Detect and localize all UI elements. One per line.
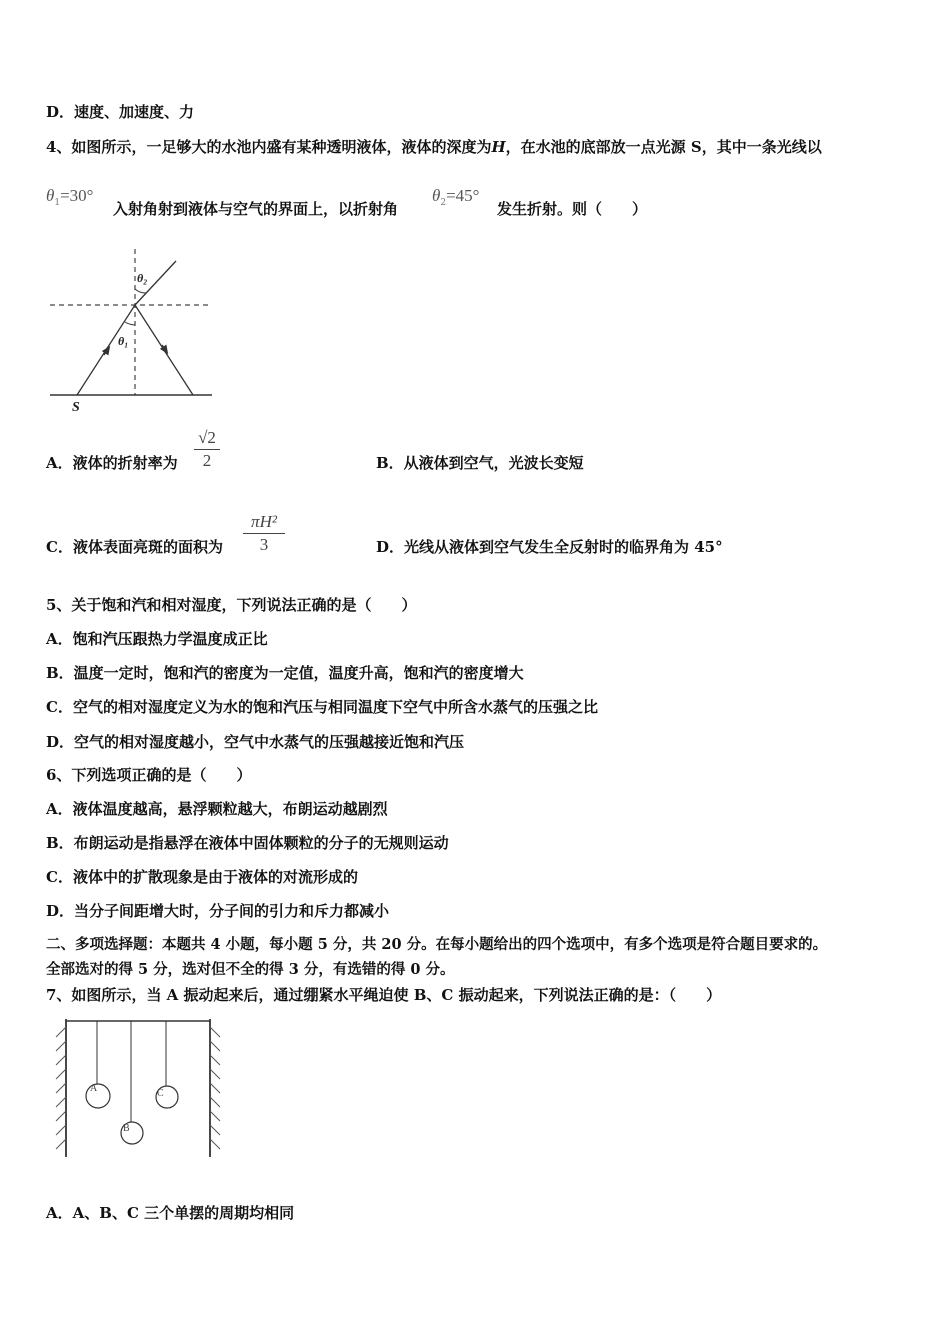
q4-stem-line2: 入射角射到液体与空气的界面上，以折射角 bbox=[113, 200, 399, 218]
q4-theta1-formula bbox=[46, 186, 93, 213]
theta2-label: θ₂ bbox=[137, 271, 148, 285]
q4-stem-line3: 发生折射。则（ ） bbox=[497, 200, 648, 218]
q4-theta2-subscript: 2 bbox=[440, 198, 447, 208]
q4-theta1-symbol: θ bbox=[46, 186, 55, 205]
theta1-arc bbox=[125, 322, 135, 325]
label-a: A bbox=[90, 1083, 98, 1094]
q6-option-b: B．布朗运动是指悬浮在液体中固体颗粒的分子的无规则运动 bbox=[46, 834, 449, 852]
incident-ray bbox=[77, 305, 135, 395]
q4-depth-symbol: H bbox=[491, 138, 506, 156]
theta1-label: θ₁ bbox=[118, 334, 129, 348]
theta2-arc bbox=[135, 289, 146, 293]
q5-option-d: D．空气的相对湿度越小，空气中水蒸气的压强越接近饱和汽压 bbox=[46, 733, 465, 751]
q4-option-c-fraction bbox=[243, 512, 285, 555]
label-b: B bbox=[123, 1123, 130, 1134]
source-label: S bbox=[72, 400, 80, 415]
q4-option-a-fraction bbox=[194, 428, 220, 471]
q4-stem-line1 bbox=[46, 137, 822, 157]
q4-stem-text-b: ，在水池的底部放一点光源 S，其中一条光线以 bbox=[505, 138, 822, 156]
q4-option-b: B．从液体到空气，光波长变短 bbox=[376, 454, 584, 472]
q4-option-d: D．光线从液体到空气发生全反射时的临界角为 45° bbox=[376, 538, 723, 556]
fraction-numerator: √2 bbox=[198, 428, 216, 447]
q3-option-d: D．速度、加速度、力 bbox=[46, 103, 195, 121]
q7-pendulum-figure bbox=[50, 1015, 225, 1163]
q6-stem: 6、下列选项正确的是（ ） bbox=[46, 766, 252, 784]
fraction-denominator: 3 bbox=[259, 535, 269, 554]
q4-theta2-formula bbox=[432, 186, 479, 213]
q4-refraction-figure bbox=[46, 245, 216, 415]
label-c: C bbox=[157, 1088, 164, 1099]
q7-stem: 7、如图所示，当 A 振动起来后，通过绷紧水平绳迫使 B、C 振动起来，下列说法正确的是：（ ） bbox=[46, 986, 722, 1004]
fraction-denominator: 2 bbox=[202, 451, 212, 470]
q6-option-c: C．液体中的扩散现象是由于液体的对流形成的 bbox=[46, 868, 358, 886]
q4-theta1-subscript: 1 bbox=[54, 198, 61, 208]
fraction-bar bbox=[243, 533, 285, 534]
q4-theta2-symbol: θ bbox=[432, 186, 441, 205]
section2-header-line2: 全部选对的得 5 分，选对但不全的得 3 分，有选错的得 0 分。 bbox=[46, 961, 455, 978]
q5-option-b: B．温度一定时，饱和汽的密度为一定值，温度升高，饱和汽的密度增大 bbox=[46, 664, 524, 682]
q4-theta1-value: =30° bbox=[60, 186, 94, 205]
q5-option-c: C．空气的相对湿度定义为水的饱和汽压与相同温度下空气中所含水蒸气的压强之比 bbox=[46, 698, 598, 716]
q7-option-a: A．A、B、C 三个单摆的周期均相同 bbox=[46, 1204, 295, 1222]
q4-option-c: C．液体表面亮斑的面积为 bbox=[46, 538, 223, 556]
q6-option-a: A．液体温度越高，悬浮颗粒越大，布朗运动越剧烈 bbox=[46, 800, 388, 818]
q5-option-a: A．饱和汽压跟热力学温度成正比 bbox=[46, 630, 268, 648]
reflected-ray bbox=[135, 305, 193, 395]
section2-header-line1: 二、多项选择题：本题共 4 小题，每小题 5 分，共 20 分。在每小题给出的四个选项中，有多个选项是符合题目要求的。 bbox=[46, 936, 828, 953]
q6-option-d: D．当分子间距增大时，分子间的引力和斥力都减小 bbox=[46, 902, 390, 920]
q4-theta2-value: =45° bbox=[446, 186, 480, 205]
fraction-numerator: πH² bbox=[251, 512, 277, 531]
q5-stem: 5、关于饱和汽和相对湿度，下列说法正确的是（ ） bbox=[46, 596, 417, 614]
q4-stem-text: 4、如图所示，一足够大的水池内盛有某种透明液体，液体的深度为 bbox=[46, 138, 492, 156]
q4-option-a: A．液体的折射率为 bbox=[46, 454, 178, 472]
fraction-bar bbox=[194, 449, 220, 450]
